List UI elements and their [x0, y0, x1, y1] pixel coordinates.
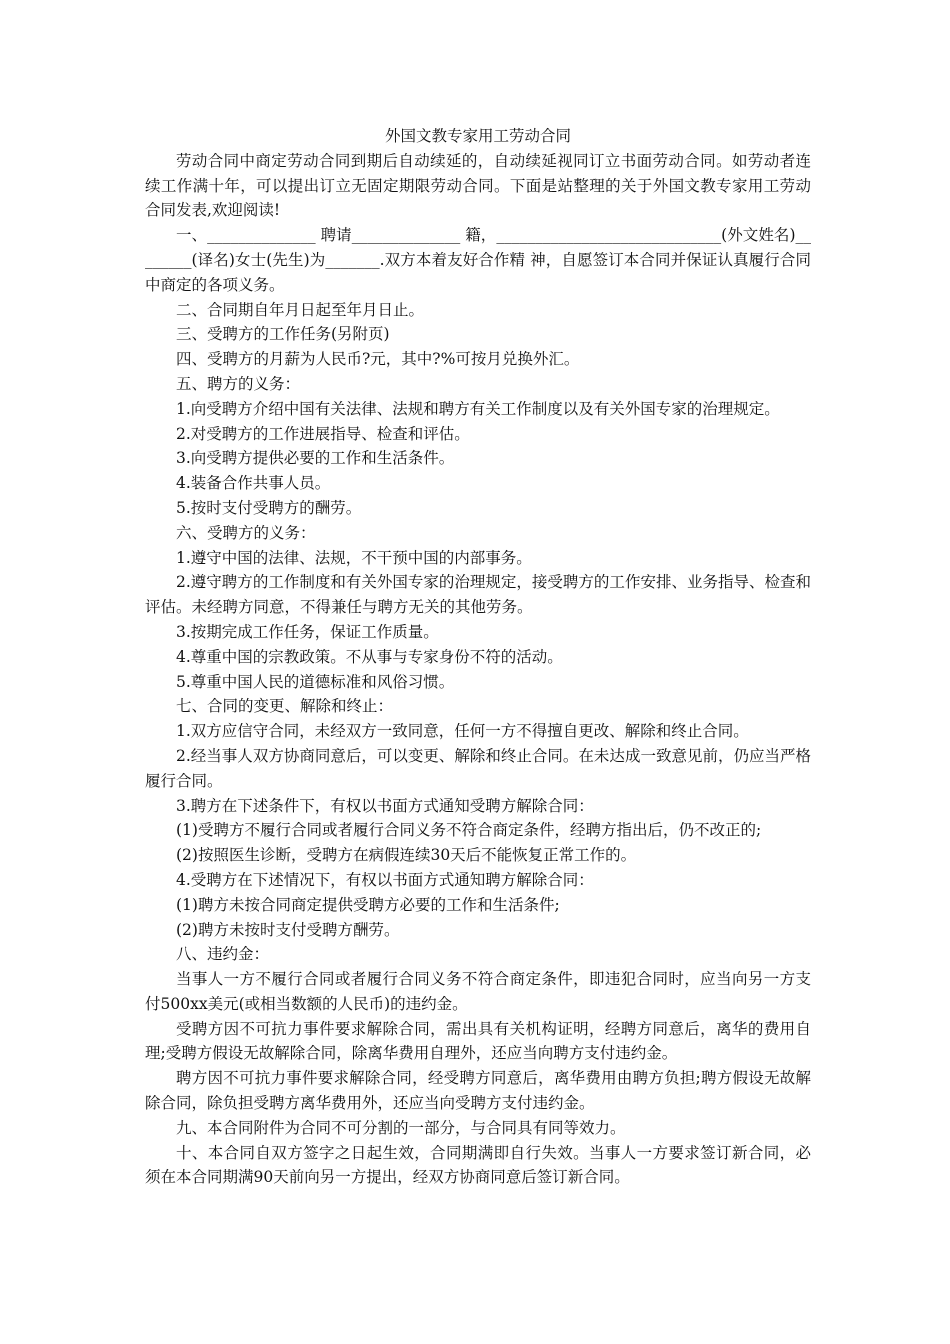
- clause-7-item-4-sub-2: (2)聘方未按时支付受聘方酬劳。: [176, 920, 400, 939]
- clause-1-parties: 一、______________ 聘请______________ 籍，_____________________________(外文姓名)________(译名)女士(先生)为_______.双方本着友好合作精 神，自愿签订本合同并保证认真履行合同中商定的各项义务。: [145, 226, 811, 294]
- clause-4-salary: 四、受聘方的月薪为人民币?元，其中?%可按月兑换外汇。: [176, 350, 580, 369]
- clause-9-annex: 九、本合同附件为合同不可分割的一部分，与合同具有同等效力。: [176, 1118, 626, 1137]
- clause-5-item-1: 1.向受聘方介绍中国有关法律、法规和聘方有关工作制度以及有关外国专家的治理规定。: [176, 399, 780, 418]
- clause-5-item-4: 4.装备合作共事人员。: [176, 474, 331, 493]
- clause-7-item-3: 3.聘方在下述条件下，有权以书面方式通知受聘方解除合同：: [176, 796, 594, 815]
- clause-7-item-1: 1.双方应信守合同，未经双方一致同意，任何一方不得擅自更改、解除和终止合同。: [176, 722, 749, 741]
- clause-3-tasks: 三、受聘方的工作任务(另附页): [176, 325, 390, 344]
- clause-6-item-4: 4.尊重中国的宗教政策。不从事与专家身份不符的活动。: [176, 647, 563, 666]
- clause-7-item-4: 4.受聘方在下述情况下，有权以书面方式通知聘方解除合同：: [176, 870, 594, 889]
- document-page: [145, 124, 811, 1190]
- clause-5-item-5: 5.按时支付受聘方的酬劳。: [176, 498, 362, 517]
- clause-5-item-3: 3.向受聘方提供必要的工作和生活条件。: [176, 449, 455, 468]
- clause-2-term: 二、合同期自年月日起至年月日止。: [176, 300, 425, 319]
- clause-6-item-3: 3.按期完成工作任务，保证工作质量。: [176, 622, 439, 641]
- clause-5-heading: 五、聘方的义务：: [176, 374, 301, 393]
- clause-6-item-1: 1.遵守中国的法律、法规，不干预中国的内部事务。: [176, 548, 532, 567]
- clause-6-item-5: 5.尊重中国人民的道德标准和风俗习惯。: [176, 672, 455, 691]
- clause-7-heading: 七、合同的变更、解除和终止：: [176, 697, 394, 716]
- clause-8-para-2: 受聘方因不可抗力事件要求解除合同，需出具有关机构证明，经聘方同意后，离华的费用自理;受聘方假设无故解除合同，除离华费用自理外，还应当向聘方支付违约金。: [145, 1019, 811, 1063]
- clause-8-heading: 八、违约金：: [176, 945, 270, 964]
- clause-7-item-2: 2.经当事人双方协商同意后，可以变更、解除和终止合同。在未达成一致意见前，仍应当严格履行合同。: [145, 746, 811, 790]
- clause-7-item-3-sub-2: (2)按照医生诊断，受聘方在病假连续30天后不能恢复正常工作的。: [176, 846, 637, 865]
- clause-6-item-2: 2.遵守聘方的工作制度和有关外国专家的治理规定，接受聘方的工作安排、业务指导、检查和评估。未经聘方同意，不得兼任与聘方无关的其他劳务。: [145, 573, 811, 617]
- clause-7-item-3-sub-1: (1)受聘方不履行合同或者履行合同义务不符合商定条件，经聘方指出后，仍不改正的;: [176, 821, 762, 840]
- intro-paragraph: 劳动合同中商定劳动合同到期后自动续延的，自动续延视同订立书面劳动合同。如劳动者连续工作满十年，可以提出订立无固定期限劳动合同。下面是站整理的关于外国文教专家用工劳动合同发表,欢迎阅读!: [145, 151, 811, 220]
- clause-7-item-4-sub-1: (1)聘方未按合同商定提供受聘方必要的工作和生活条件;: [176, 895, 560, 914]
- clause-10-validity: 十、本合同自双方签字之日起生效，合同期满即自行失效。当事人一方要求签订新合同，必须在本合同期满90天前向另一方提出，经双方协商同意后签订新合同。: [145, 1143, 811, 1187]
- clause-8-para-3: 聘方因不可抗力事件要求解除合同，经受聘方同意后，离华费用由聘方负担;聘方假设无故解除合同，除负担受聘方离华费用外，还应当向受聘方支付违约金。: [145, 1069, 811, 1113]
- clause-8-para-1: 当事人一方不履行合同或者履行合同义务不符合商定条件，即违犯合同时，应当向另一方支付500xx美元(或相当数额的人民币)的违约金。: [145, 970, 811, 1013]
- clause-6-heading: 六、受聘方的义务：: [176, 523, 316, 542]
- clause-5-item-2: 2.对受聘方的工作进展指导、检查和评估。: [176, 424, 470, 443]
- document-title: 外国文教专家用工劳动合同: [384, 127, 571, 145]
